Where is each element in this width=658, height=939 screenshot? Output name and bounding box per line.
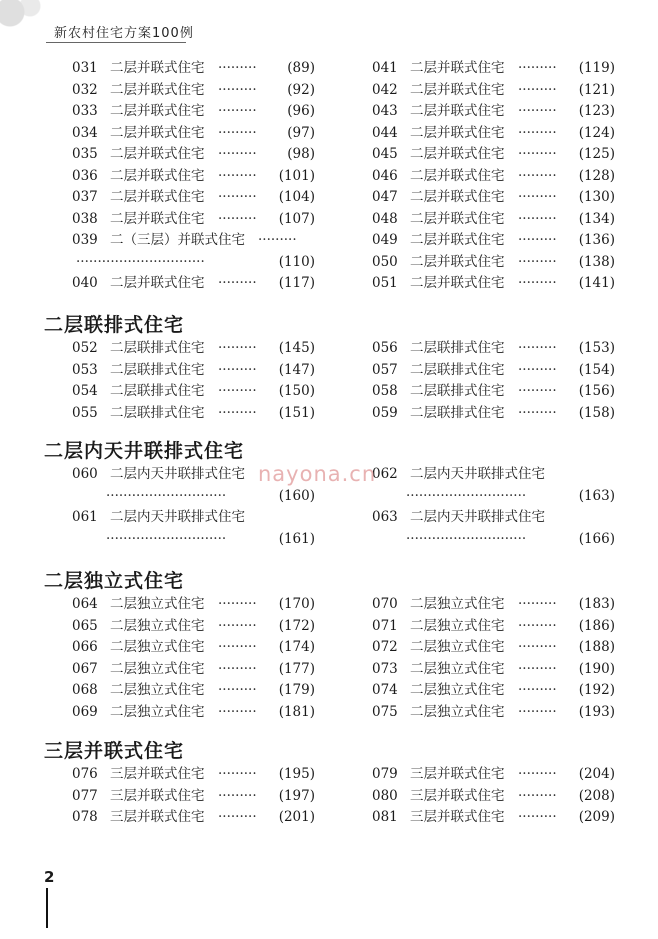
entry-number: 040 <box>72 275 98 291</box>
entry-number: 047 <box>372 189 398 205</box>
entry-page: (201) <box>278 809 315 825</box>
entry-title: 三层并联式住宅 <box>110 766 205 782</box>
toc-entry[interactable] <box>372 764 615 786</box>
dot-leader: ········· <box>518 340 557 356</box>
entry-title: 三层并联式住宅 <box>110 809 205 825</box>
entry-page: (150) <box>278 383 315 399</box>
entry-title: 二层联排式住宅 <box>110 361 205 378</box>
toc-entry[interactable] <box>372 702 615 724</box>
entry-number: 033 <box>72 103 98 119</box>
entry-number: 046 <box>372 167 398 184</box>
dot-leader: ········· <box>218 275 257 291</box>
toc-column <box>72 338 315 424</box>
toc-entry[interactable] <box>72 338 315 360</box>
toc-entry[interactable] <box>72 101 315 123</box>
entry-page: (138) <box>578 253 615 270</box>
entry-number: 051 <box>372 275 398 291</box>
entry-title: 二层并联式住宅 <box>410 146 505 162</box>
toc-entry[interactable] <box>72 187 315 209</box>
toc-entry[interactable] <box>72 273 315 295</box>
entry-number: 038 <box>72 210 98 227</box>
entry-number: 057 <box>372 361 398 378</box>
dot-leader: ········· <box>218 703 257 720</box>
running-head: 新农村住宅方案100例 <box>54 26 194 41</box>
dot-leader: ········· <box>518 232 557 248</box>
toc-entry[interactable] <box>72 58 315 80</box>
toc-entry[interactable] <box>372 166 615 188</box>
entry-page: (181) <box>278 703 315 720</box>
section-heading: 二层联排式住宅 <box>44 314 185 336</box>
dot-leader: ········· <box>218 787 257 804</box>
toc-entry[interactable] <box>72 702 315 724</box>
entry-number: 041 <box>372 60 398 76</box>
dot-leader: ········· <box>218 809 257 825</box>
entry-page: (209) <box>578 809 615 825</box>
entry-page: (107) <box>278 210 315 227</box>
entry-number: 052 <box>72 340 98 356</box>
toc-column <box>372 594 615 723</box>
entry-page: (125) <box>578 146 615 162</box>
entry-title: 二层联排式住宅 <box>110 383 205 399</box>
entry-title: 二层内天井联排式住宅 <box>410 466 545 482</box>
entry-title: 二层并联式住宅 <box>110 146 205 162</box>
entry-title: 三层并联式住宅 <box>410 787 505 804</box>
entry-page: (154) <box>578 361 615 378</box>
dot-leader: ········· <box>518 703 557 720</box>
entry-title: 二层并联式住宅 <box>110 103 205 119</box>
dot-leader: ········· <box>218 639 257 655</box>
entry-number: 081 <box>372 809 398 825</box>
toc-entry[interactable] <box>372 58 615 80</box>
entry-page: (123) <box>578 103 615 119</box>
toc-entry[interactable] <box>72 764 315 786</box>
entry-title: 三层并联式住宅 <box>110 787 205 804</box>
entry-title: 二层独立式住宅 <box>110 703 205 720</box>
entry-title: 二层并联式住宅 <box>110 81 205 98</box>
toc-entry[interactable] <box>372 807 615 829</box>
entry-page: (151) <box>278 404 315 421</box>
dot-leader: ········· <box>218 146 257 162</box>
entry-number: 048 <box>372 210 398 227</box>
entry-title: 二层并联式住宅 <box>110 189 205 205</box>
entry-page: (174) <box>278 639 315 655</box>
entry-page: (153) <box>578 340 615 356</box>
toc-entry[interactable] <box>372 273 615 295</box>
toc-entry[interactable] <box>372 507 615 550</box>
dot-leader: ········· <box>218 189 257 205</box>
entry-number: 037 <box>72 189 98 205</box>
dot-leader: ······························ <box>76 253 205 270</box>
entry-title: 二层并联式住宅 <box>410 253 505 270</box>
entry-page: (89) <box>287 60 315 76</box>
entry-title: 二层并联式住宅 <box>110 167 205 184</box>
dot-leader: ········· <box>518 189 557 205</box>
entry-page: (158) <box>578 404 615 421</box>
entry-number: 064 <box>72 596 98 612</box>
dot-leader: ········· <box>518 596 557 612</box>
entry-title: 二层并联式住宅 <box>410 81 505 98</box>
entry-number: 071 <box>372 617 398 634</box>
toc-entry[interactable] <box>72 144 315 166</box>
entry-title: 二层联排式住宅 <box>410 361 505 378</box>
toc-entry[interactable] <box>372 360 615 382</box>
dot-leader: ········· <box>518 81 557 98</box>
toc-entry[interactable] <box>72 230 315 273</box>
dot-leader: ········· <box>218 340 257 356</box>
dot-leader: ········· <box>218 404 257 421</box>
entry-page: (117) <box>278 275 315 291</box>
entry-title: 二层内天井联排式住宅 <box>410 509 545 525</box>
entry-title: 二层并联式住宅 <box>410 232 505 248</box>
toc-entry[interactable] <box>72 616 315 638</box>
section-heading: 二层独立式住宅 <box>44 570 185 592</box>
toc-entry[interactable] <box>72 80 315 102</box>
dot-leader: ········· <box>518 146 557 162</box>
dot-leader: ········· <box>518 404 557 421</box>
entry-title: 二层并联式住宅 <box>410 275 505 291</box>
toc-entry[interactable] <box>72 786 315 808</box>
dot-leader: ···························· <box>106 530 227 547</box>
entry-number: 067 <box>72 660 98 677</box>
toc-entry[interactable] <box>72 507 315 550</box>
entry-title: 三层并联式住宅 <box>410 809 505 825</box>
entry-number: 054 <box>72 383 98 399</box>
entry-page: (147) <box>278 361 315 378</box>
entry-page: (163) <box>578 487 615 504</box>
dot-leader: ········· <box>218 682 257 698</box>
entry-title: 二层独立式住宅 <box>110 682 205 698</box>
entry-page: (92) <box>287 81 315 98</box>
entry-title: 二层并联式住宅 <box>410 124 505 141</box>
entry-number: 061 <box>72 509 98 525</box>
header-rule <box>46 42 186 43</box>
toc-entry[interactable] <box>372 637 615 659</box>
entry-title: 二层内天井联排式住宅 <box>110 509 245 525</box>
toc-entry[interactable] <box>72 381 315 403</box>
toc-entry[interactable] <box>372 144 615 166</box>
dot-leader: ········· <box>518 617 557 634</box>
entry-page: (208) <box>578 787 615 804</box>
entry-number: 049 <box>372 232 398 248</box>
entry-title: 二层联排式住宅 <box>410 404 505 421</box>
entry-title: 二层独立式住宅 <box>410 682 505 698</box>
dot-leader: ········· <box>518 660 557 677</box>
entry-number: 060 <box>72 466 98 482</box>
entry-number: 079 <box>372 766 398 782</box>
dot-leader: ········· <box>218 103 257 119</box>
toc-entry[interactable] <box>372 403 615 425</box>
entry-page: (161) <box>278 530 315 547</box>
entry-page: (170) <box>278 596 315 612</box>
entry-title: 二层联排式住宅 <box>410 340 505 356</box>
entry-title: 二层独立式住宅 <box>110 617 205 634</box>
header-ornament <box>0 0 52 44</box>
toc-entry[interactable] <box>372 209 615 231</box>
entry-page: (190) <box>578 660 615 677</box>
entry-number: 073 <box>372 660 398 677</box>
entry-number: 043 <box>372 103 398 119</box>
entry-page: (188) <box>578 639 615 655</box>
entry-title: 二层并联式住宅 <box>410 167 505 184</box>
entry-title: 二层内天井联排式住宅 <box>110 466 245 482</box>
toc-entry[interactable] <box>72 594 315 616</box>
entry-title: 二层并联式住宅 <box>410 103 505 119</box>
entry-number: 072 <box>372 639 398 655</box>
entry-title: 二层独立式住宅 <box>110 660 205 677</box>
entry-page: (121) <box>578 81 615 98</box>
entry-title: 二层独立式住宅 <box>410 596 505 612</box>
entry-number: 063 <box>372 509 398 525</box>
dot-leader: ········· <box>518 103 557 119</box>
dot-leader: ········· <box>518 210 557 227</box>
entry-page: (193) <box>578 703 615 720</box>
entry-number: 068 <box>72 682 98 698</box>
entry-title: 二层并联式住宅 <box>110 210 205 227</box>
entry-title: 二层联排式住宅 <box>110 404 205 421</box>
entry-title: 二层并联式住宅 <box>410 189 505 205</box>
toc-entry[interactable] <box>72 807 315 829</box>
entry-number: 055 <box>72 404 98 421</box>
dot-leader: ········· <box>518 167 557 184</box>
toc-entry[interactable] <box>72 659 315 681</box>
toc-entry[interactable] <box>372 80 615 102</box>
entry-page: (98) <box>287 146 315 162</box>
entry-title: 二层并联式住宅 <box>110 124 205 141</box>
entry-number: 034 <box>72 124 98 141</box>
entry-page: (204) <box>578 766 615 782</box>
dot-leader: ········· <box>218 596 257 612</box>
entry-number: 050 <box>372 253 398 270</box>
entry-page: (136) <box>578 232 615 248</box>
toc-column <box>72 58 315 295</box>
dot-leader: ········· <box>518 275 557 291</box>
entry-number: 032 <box>72 81 98 98</box>
dot-leader: ········· <box>518 361 557 378</box>
page-number: 2 <box>44 868 55 886</box>
entry-page: (177) <box>278 660 315 677</box>
dot-leader: ········· <box>218 124 257 141</box>
entry-page: (179) <box>278 682 315 698</box>
entry-number: 035 <box>72 146 98 162</box>
dot-leader: ···························· <box>106 487 227 504</box>
toc-column <box>372 338 615 424</box>
toc-entry[interactable] <box>372 616 615 638</box>
entry-number: 069 <box>72 703 98 720</box>
entry-page: (119) <box>578 60 615 76</box>
dot-leader: ········· <box>218 383 257 399</box>
entry-title: 三层并联式住宅 <box>410 766 505 782</box>
dot-leader: ········· <box>518 809 557 825</box>
entry-page: (195) <box>278 766 315 782</box>
entry-title: 二层独立式住宅 <box>410 639 505 655</box>
toc-column <box>372 58 615 295</box>
entry-number: 075 <box>372 703 398 720</box>
entry-page: (197) <box>278 787 315 804</box>
dot-leader: ········· <box>518 639 557 655</box>
toc-entry[interactable] <box>72 360 315 382</box>
entry-page: (166) <box>578 530 615 547</box>
dot-leader: ········· <box>218 617 257 634</box>
entry-title: 二层独立式住宅 <box>410 617 505 634</box>
dot-leader: ········· <box>518 253 557 270</box>
entry-page: (145) <box>278 340 315 356</box>
dot-leader: ········· <box>518 766 557 782</box>
toc-entry[interactable] <box>372 338 615 360</box>
entry-title: 二层联排式住宅 <box>110 340 205 356</box>
entry-number: 065 <box>72 617 98 634</box>
entry-page: (130) <box>578 189 615 205</box>
toc-column <box>72 764 315 829</box>
toc-column <box>372 764 615 829</box>
entry-page: (186) <box>578 617 615 634</box>
toc-entry[interactable] <box>372 594 615 616</box>
dot-leader: ········· <box>518 60 557 76</box>
entry-page: (134) <box>578 210 615 227</box>
entry-number: 080 <box>372 787 398 804</box>
dot-leader: ········· <box>258 232 297 248</box>
entry-title: 二层并联式住宅 <box>410 210 505 227</box>
entry-page: (110) <box>278 253 315 270</box>
toc-entry[interactable] <box>372 680 615 702</box>
dot-leader: ········· <box>218 210 257 227</box>
dot-leader: ········· <box>518 682 557 698</box>
entry-page: (192) <box>578 682 615 698</box>
toc-entry[interactable] <box>72 680 315 702</box>
watermark: nayona.cn <box>258 462 377 486</box>
entry-number: 056 <box>372 340 398 356</box>
entry-title: 二层并联式住宅 <box>110 60 205 76</box>
dot-leader: ········· <box>518 383 557 399</box>
entry-page: (104) <box>278 189 315 205</box>
entry-title: 二层独立式住宅 <box>110 596 205 612</box>
toc-entry[interactable] <box>72 403 315 425</box>
dot-leader: ···························· <box>406 487 527 504</box>
dot-leader: ········· <box>518 124 557 141</box>
entry-number: 042 <box>372 81 398 98</box>
toc-entry[interactable] <box>372 786 615 808</box>
entry-title: 二层并联式住宅 <box>410 60 505 76</box>
toc-entry[interactable] <box>72 123 315 145</box>
section-heading: 三层并联式住宅 <box>44 740 185 762</box>
entry-number: 058 <box>372 383 398 399</box>
dot-leader: ········· <box>518 787 557 804</box>
entry-number: 066 <box>72 639 98 655</box>
toc-entry[interactable] <box>372 123 615 145</box>
entry-number: 078 <box>72 809 98 825</box>
entry-number: 062 <box>372 466 398 482</box>
toc-entry[interactable] <box>72 637 315 659</box>
entry-page: (96) <box>287 103 315 119</box>
toc-entry[interactable] <box>72 209 315 231</box>
dot-leader: ···························· <box>406 530 527 547</box>
entry-number: 036 <box>72 167 98 184</box>
entry-page: (124) <box>578 124 615 141</box>
entry-page: (183) <box>578 596 615 612</box>
entry-number: 031 <box>72 60 98 76</box>
entry-number: 074 <box>372 682 398 698</box>
entry-title: 二（三层）并联式住宅 <box>110 232 245 248</box>
entry-number: 039 <box>72 232 98 248</box>
entry-page: (141) <box>578 275 615 291</box>
entry-page: (101) <box>278 167 315 184</box>
entry-title: 二层独立式住宅 <box>410 703 505 720</box>
dot-leader: ········· <box>218 361 257 378</box>
page-number-bar <box>46 888 48 928</box>
entry-title: 二层独立式住宅 <box>110 639 205 655</box>
toc-entry[interactable] <box>372 464 615 507</box>
dot-leader: ········· <box>218 167 257 184</box>
entry-number: 044 <box>372 124 398 141</box>
section-heading: 二层内天井联排式住宅 <box>44 440 245 462</box>
entry-page: (156) <box>578 383 615 399</box>
dot-leader: ········· <box>218 766 257 782</box>
entry-number: 077 <box>72 787 98 804</box>
toc-column <box>372 464 615 550</box>
entry-title: 二层联排式住宅 <box>410 383 505 399</box>
dot-leader: ········· <box>218 81 257 98</box>
entry-page: (97) <box>287 124 315 141</box>
entry-number: 053 <box>72 361 98 378</box>
entry-number: 070 <box>372 596 398 612</box>
entry-title: 二层并联式住宅 <box>110 275 205 291</box>
entry-number: 059 <box>372 404 398 421</box>
entry-title: 二层独立式住宅 <box>410 660 505 677</box>
toc-entry[interactable] <box>372 187 615 209</box>
toc-entry[interactable] <box>372 381 615 403</box>
entry-number: 045 <box>372 146 398 162</box>
entry-number: 076 <box>72 766 98 782</box>
toc-entry[interactable] <box>372 252 615 274</box>
toc-entry[interactable] <box>372 659 615 681</box>
entry-page: (172) <box>278 617 315 634</box>
toc-entry[interactable] <box>72 166 315 188</box>
toc-column <box>72 594 315 723</box>
toc-entry[interactable] <box>372 101 615 123</box>
toc-entry[interactable] <box>372 230 615 252</box>
entry-page: (128) <box>578 167 615 184</box>
entry-page: (160) <box>278 487 315 504</box>
dot-leader: ········· <box>218 60 257 76</box>
dot-leader: ········· <box>218 660 257 677</box>
